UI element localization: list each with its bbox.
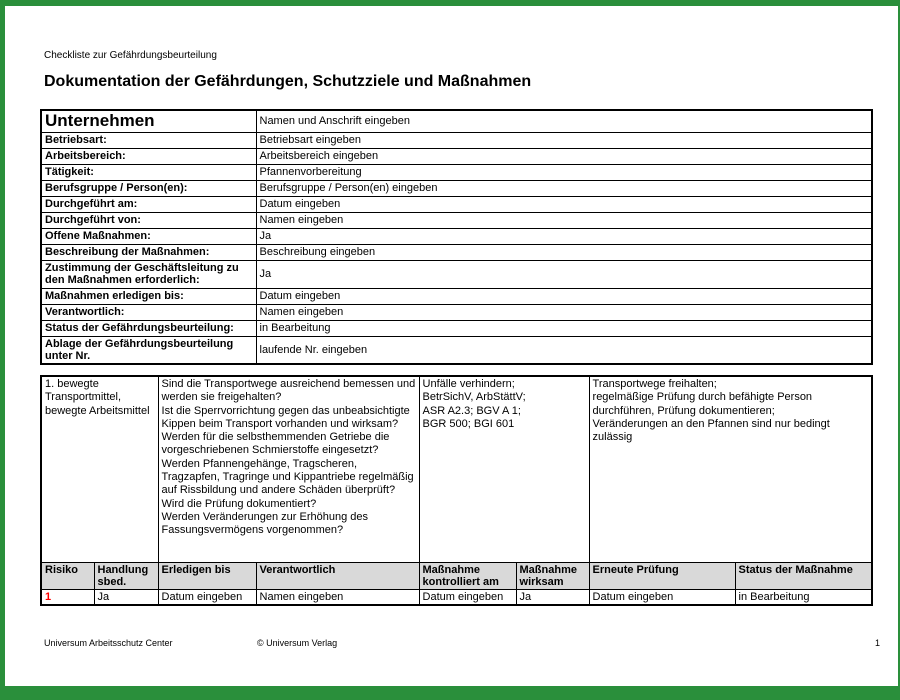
recheck-value[interactable]: Datum eingeben	[589, 589, 735, 605]
responsible-value-cell[interactable]: Namen eingeben	[256, 589, 419, 605]
business-type-value[interactable]: Betriebsart eingeben	[256, 132, 872, 148]
checked-on-value[interactable]: Datum eingeben	[419, 589, 516, 605]
performed-by-value[interactable]: Namen eingeben	[256, 212, 872, 228]
measure-description-value[interactable]: Beschreibung eingeben	[256, 244, 872, 260]
job-group-row	[41, 180, 872, 196]
business-type-label: Betriebsart:	[41, 132, 256, 148]
filing-number-row	[41, 336, 872, 364]
management-approval-row	[41, 260, 872, 288]
activity-label: Tätigkeit:	[41, 164, 256, 180]
handling-value[interactable]: Ja	[94, 589, 158, 605]
open-measures-value[interactable]: Ja	[256, 228, 872, 244]
performed-by-row	[41, 212, 872, 228]
handling-header: Handlung sbed.	[94, 562, 158, 589]
activity-value[interactable]: Pfannenvorbereitung	[256, 164, 872, 180]
company-row	[41, 110, 872, 132]
company-info-table	[40, 109, 873, 365]
effective-value[interactable]: Ja	[516, 589, 589, 605]
page-number: 1	[874, 638, 880, 648]
checked-on-header: Maßnahme kontrolliert am	[419, 562, 516, 589]
business-type-row	[41, 132, 872, 148]
company-label: Unternehmen	[41, 110, 256, 132]
activity-row	[41, 164, 872, 180]
work-area-label: Arbeitsbereich:	[41, 148, 256, 164]
filing-number-value[interactable]: laufende Nr. eingeben	[256, 336, 872, 364]
management-approval-label: Zustimmung der Geschäftsleitung zu den Maßnahmen erforderlich:	[41, 260, 256, 288]
footer-publisher: Universum Arbeitsschutz Center	[44, 638, 173, 648]
open-measures-label: Offene Maßnahmen:	[41, 228, 256, 244]
job-group-value[interactable]: Berufsgruppe / Person(en) eingeben	[256, 180, 872, 196]
risk-header: Risiko	[41, 562, 94, 589]
work-area-value[interactable]: Arbeitsbereich eingeben	[256, 148, 872, 164]
performed-on-row	[41, 196, 872, 212]
responsible-row	[41, 304, 872, 320]
hazard-table	[40, 375, 873, 606]
recheck-header: Erneute Prüfung	[589, 562, 735, 589]
document-title: Dokumentation der Gefährdungen, Schutzziele und Maßnahmen	[44, 73, 532, 90]
hazard-name: 1. bewegte Transportmittel, bewegte Arbeitsmittel	[41, 376, 158, 562]
status-header: Status der Maßnahme	[735, 562, 872, 589]
protection-goals: Unfälle verhindern; BetrSichV, ArbStättV; ASR A2.3; BGV A 1; BGR 500; BGI 601	[419, 376, 589, 562]
responsible-label: Verantwortlich:	[41, 304, 256, 320]
responsible-header: Verantwortlich	[256, 562, 419, 589]
measure-value-row	[41, 589, 872, 605]
performed-by-label: Durchgeführt von:	[41, 212, 256, 228]
measure-description-row	[41, 244, 872, 260]
assessment-status-row	[41, 320, 872, 336]
performed-on-value[interactable]: Datum eingeben	[256, 196, 872, 212]
work-area-row	[41, 148, 872, 164]
hazard-questions: Sind die Transportwege ausreichend bemessen und werden sie freigehalten? Ist die Sperrvorrichtung gegen das unbeabsichtigte Kippen beim Transport vorhanden und wirksam? Werden für die selbsthemmenden Getriebe die vorgeschriebenen Schmierstoffe eingesetzt? Werden Pfannengehänge, Tragscheren, Tragzapfen, Tragringe und Kippantriebe regelmäßig auf Rissbildung und andere Schäden überprüft? Wird die Prüfung dokumentiert? Werden Veränderungen zur Erhöhung des Fassungsvermögens vorgenommen?	[158, 376, 419, 562]
filing-number-label: Ablage der Gefährdungsbeurteilung unter Nr.	[41, 336, 256, 364]
risk-value[interactable]: 1	[41, 589, 94, 605]
open-measures-row	[41, 228, 872, 244]
hazard-row	[41, 376, 872, 562]
performed-on-label: Durchgeführt am:	[41, 196, 256, 212]
document-page	[5, 6, 898, 686]
assessment-status-label: Status der Gefährdungsbeurteilung:	[41, 320, 256, 336]
measure-description-label: Beschreibung der Maßnahmen:	[41, 244, 256, 260]
document-subtitle: Checkliste zur Gefährdungsbeurteilung	[44, 50, 217, 61]
complete-by-value[interactable]: Datum eingeben	[256, 288, 872, 304]
status-value[interactable]: in Bearbeitung	[735, 589, 872, 605]
done-until-header: Erledigen bis	[158, 562, 256, 589]
management-approval-value[interactable]: Ja	[256, 260, 872, 288]
complete-by-row	[41, 288, 872, 304]
measures: Transportwege freihalten; regelmäßige Prüfung durch befähigte Person durchführen, Prüfung dokumentieren; Veränderungen an den Pfannen sind nur bedingt zulässig	[589, 376, 872, 562]
complete-by-label: Maßnahmen erledigen bis:	[41, 288, 256, 304]
footer-copyright: © Universum Verlag	[257, 638, 338, 648]
assessment-status-value[interactable]: in Bearbeitung	[256, 320, 872, 336]
effective-header: Maßnahme wirksam	[516, 562, 589, 589]
measure-header-row	[41, 562, 872, 589]
company-value[interactable]: Namen und Anschrift eingeben	[256, 110, 872, 132]
responsible-value[interactable]: Namen eingeben	[256, 304, 872, 320]
job-group-label: Berufsgruppe / Person(en):	[41, 180, 256, 196]
done-until-value[interactable]: Datum eingeben	[158, 589, 256, 605]
